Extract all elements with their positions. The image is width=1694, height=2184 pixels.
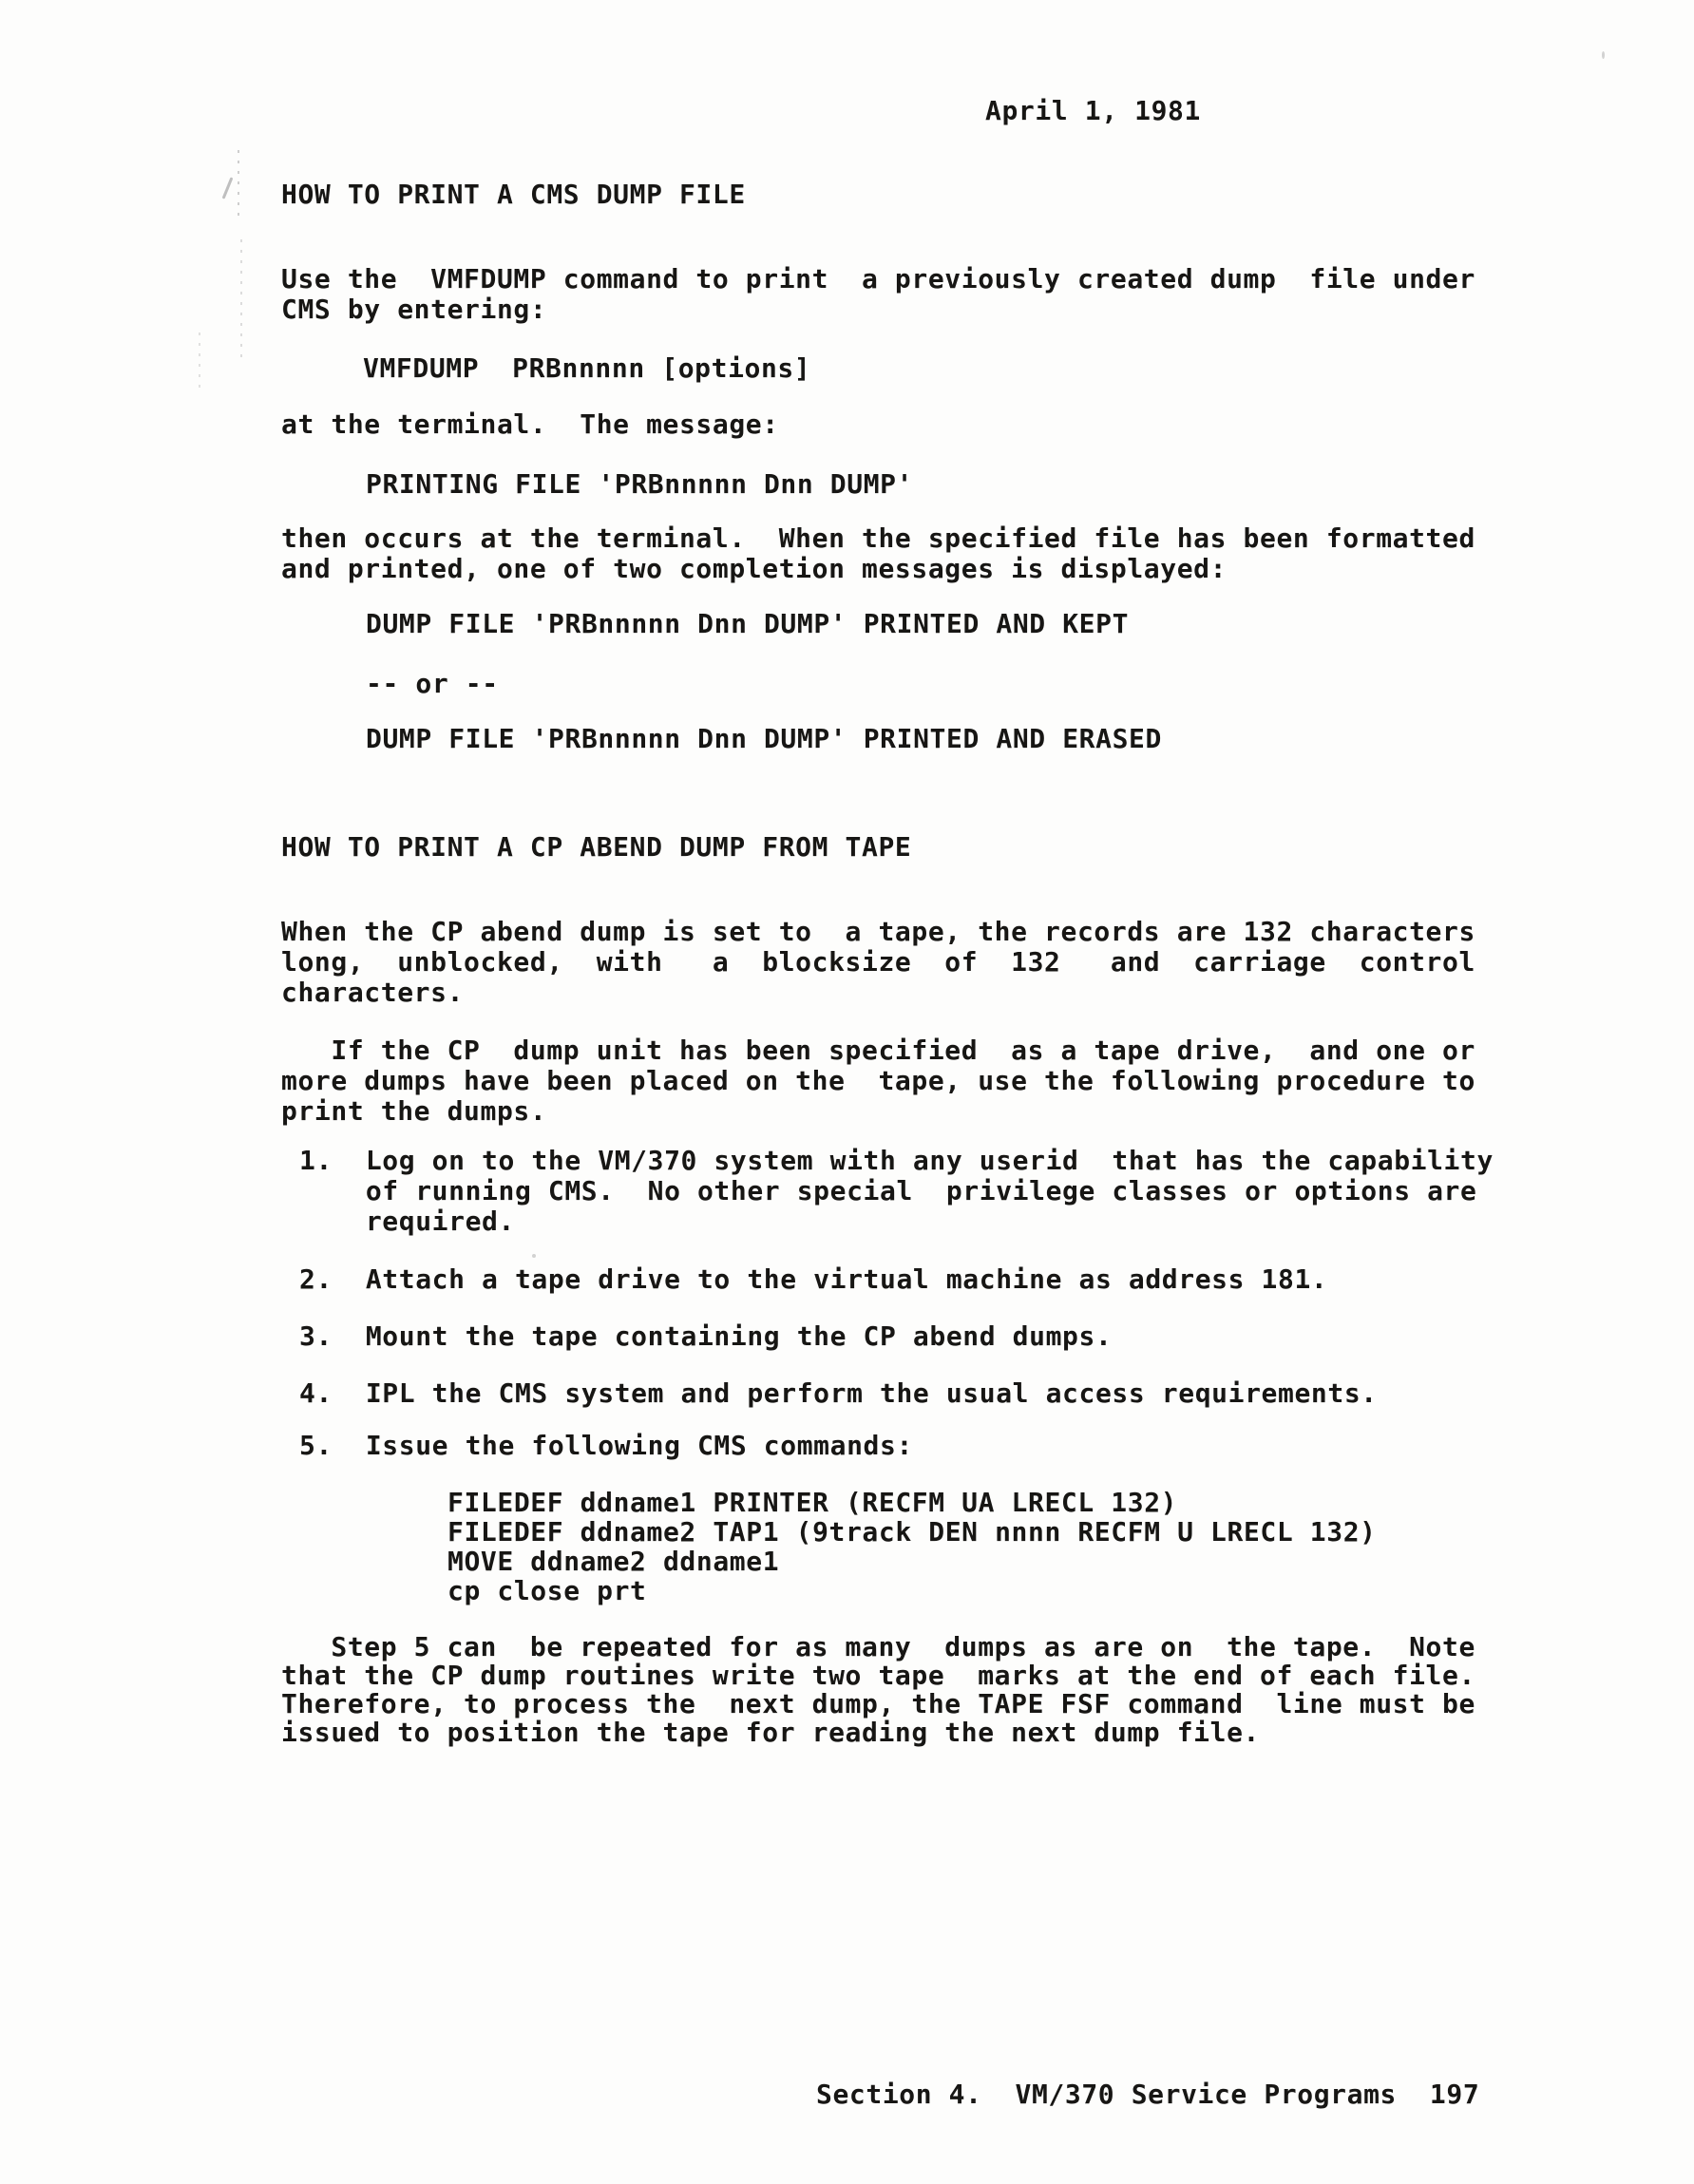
scan-artifact	[532, 1254, 536, 1258]
tape-records-paragraph	[281, 917, 1475, 1008]
text-line: that the CP dump routines write two tape marks at the end of each file.	[281, 1660, 1475, 1691]
vmfdump-command-line	[363, 353, 810, 384]
section-heading: HOW TO PRINT A CP ABEND DUMP FROM TAPE	[281, 831, 912, 863]
message-erased-line	[366, 724, 1162, 754]
step-line: 4. IPL the CMS system and perform the usual access requirements.	[299, 1377, 1378, 1409]
scan-artifact	[1602, 51, 1605, 59]
step-line: 5. Issue the following CMS commands:	[299, 1430, 913, 1461]
numbered-step-1	[299, 1146, 1494, 1237]
numbered-step-4	[299, 1378, 1378, 1409]
message-text: PRINTING FILE 'PRBnnnnn Dnn DUMP'	[366, 468, 914, 500]
section1-intro-paragraph	[281, 264, 1475, 325]
step-line: of running CMS. No other special privilege classes or options are	[299, 1175, 1477, 1206]
closing-paragraph	[281, 1633, 1475, 1747]
section1-heading-block	[281, 180, 746, 210]
cms-commands-block	[447, 1488, 1377, 1605]
page-header	[985, 96, 1201, 126]
numbered-step-2	[299, 1264, 1327, 1295]
scan-artifact	[199, 332, 200, 389]
text-line: Step 5 can be repeated for as many dumps as are on the tape. Note	[281, 1631, 1475, 1662]
section-heading: HOW TO PRINT A CMS DUMP FILE	[281, 179, 746, 210]
step-line: 1. Log on to the VM/370 system with any userid that has the capability	[299, 1145, 1494, 1176]
scan-artifact	[222, 177, 234, 199]
text-line: Use the VMFDUMP command to print a previously created dump file under	[281, 263, 1475, 294]
step-line: required.	[299, 1206, 515, 1237]
command-text: MOVE ddname2 ddname1	[447, 1546, 780, 1577]
terminal-message-paragraph	[281, 409, 779, 440]
command-text: FILEDEF ddname2 TAP1 (9track DEN nnnn RECFM U LRECL 132)	[447, 1516, 1377, 1548]
command-text: VMFDUMP PRBnnnnn [options]	[363, 352, 811, 384]
step-line: 2. Attach a tape drive to the virtual machine as address 181.	[299, 1263, 1328, 1295]
or-separator-line	[366, 669, 499, 699]
command-text: cp close prt	[447, 1575, 647, 1606]
message-text: DUMP FILE 'PRBnnnnn Dnn DUMP' PRINTED AND KEPT	[366, 608, 1130, 639]
numbered-step-5	[299, 1431, 913, 1461]
text-line: long, unblocked, with a blocksize of 132 and carriage control	[281, 946, 1475, 978]
text-line: then occurs at the terminal. When the specified file has been formatted	[281, 522, 1475, 554]
completion-paragraph	[281, 523, 1475, 584]
text-line: characters.	[281, 977, 465, 1008]
numbered-step-3	[299, 1321, 1112, 1352]
text-line: CMS by entering:	[281, 294, 547, 325]
procedure-paragraph	[281, 1035, 1475, 1127]
page-date: April 1, 1981	[985, 95, 1201, 126]
text-line: Therefore, to process the next dump, the TAPE FSF command line must be	[281, 1688, 1475, 1719]
text-line: print the dumps.	[281, 1095, 547, 1127]
step-line: 3. Mount the tape containing the CP abend dumps.	[299, 1320, 1113, 1352]
footer-text: Section 4. VM/370 Service Programs 197	[816, 2079, 1480, 2110]
text-line: more dumps have been placed on the tape, use the following procedure to	[281, 1065, 1475, 1096]
command-text: FILEDEF ddname1 PRINTER (RECFM UA LRECL 132)	[447, 1487, 1178, 1518]
printing-message-line	[366, 469, 913, 500]
scan-artifact	[238, 150, 239, 217]
scan-artifact	[240, 239, 242, 363]
text-line: and printed, one of two completion messages is displayed:	[281, 553, 1228, 584]
text-line: at the terminal. The message:	[281, 408, 779, 440]
text-line: When the CP abend dump is set to a tape, the records are 132 characters	[281, 916, 1475, 947]
message-kept-line	[366, 609, 1129, 639]
message-text: DUMP FILE 'PRBnnnnn Dnn DUMP' PRINTED AND ERASED	[366, 723, 1162, 754]
text-line: If the CP dump unit has been specified as a tape drive, and one or	[281, 1035, 1475, 1066]
section2-heading-block	[281, 832, 911, 863]
text-line: issued to position the tape for reading the next dump file.	[281, 1717, 1260, 1748]
or-separator: -- or --	[366, 668, 499, 699]
page-footer	[816, 2080, 1479, 2110]
